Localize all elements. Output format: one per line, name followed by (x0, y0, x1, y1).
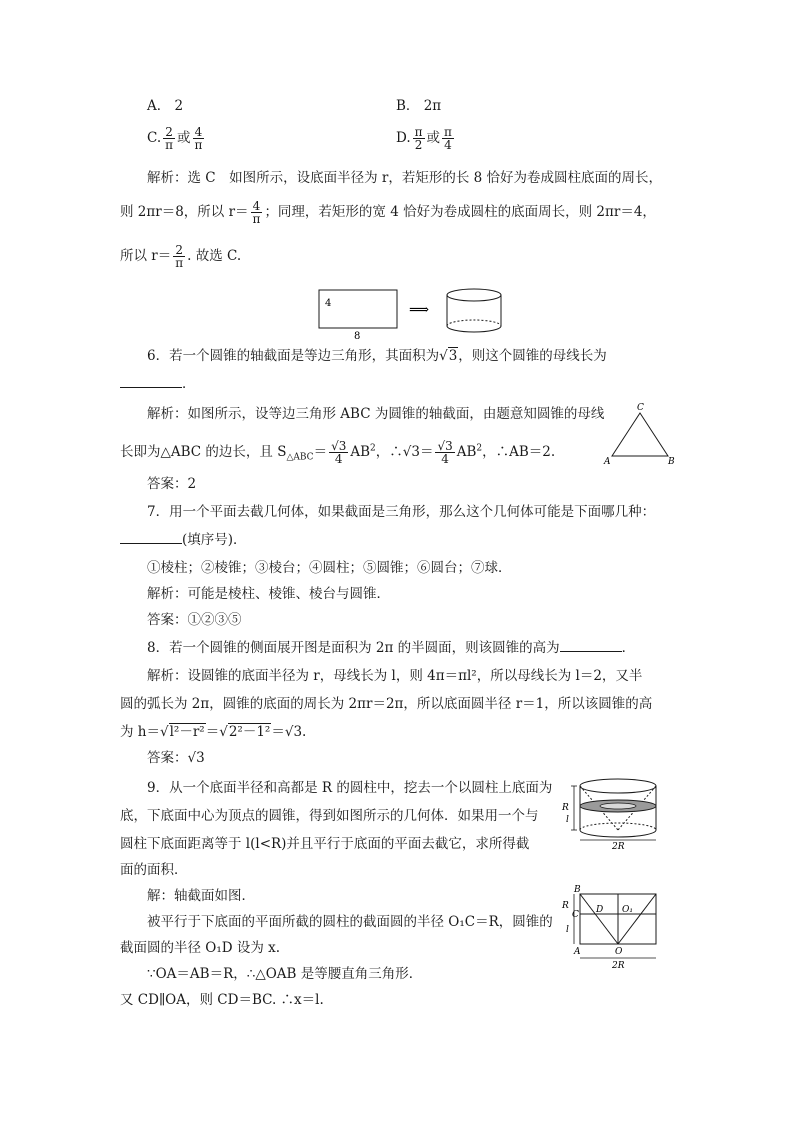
q9-fig2-C: C (572, 910, 579, 920)
q8-stem: 8．若一个圆锥的侧面展开图是面积为 2π 的半圆面，则该圆锥的高为 ． (147, 640, 636, 656)
q9-fig2-O1: O₁ (622, 905, 633, 915)
q9-figure-cylinder-cone (556, 774, 664, 850)
q6-stem: 6．若一个圆锥的轴截面是等边三角形，其面积为√3，则这个圆锥的母线长为 (147, 348, 607, 364)
q9-fig2-O: O (615, 947, 623, 957)
q5-figure-length-label: 8 (354, 331, 361, 342)
q5-figure-rectangle-cylinder (316, 286, 508, 342)
q9-solution-line1: 被平行于下底面的平面所截的圆柱的截面圆的半径 O₁C＝R，圆锥的 (147, 914, 553, 930)
q9-fig2-B: B (574, 885, 581, 895)
q5-option-b: B． 2π (396, 98, 442, 114)
q6-vertex-a: A (604, 457, 611, 467)
q7-stem-line2: (填序号)． (120, 530, 247, 550)
q9-solution-line4: 又 CD∥OA，则 CD＝BC. ∴x＝l. (120, 992, 324, 1008)
q5-figure-cylinder (447, 289, 501, 332)
q5-solution-line3: 所以 r＝ $\frac{2}{\pi}$ . 故选 C. (120, 243, 242, 270)
q9-solution-head: 解：轴截面如图． (147, 888, 255, 904)
q9-stem-line1: 9．从一个底面半径和高都是 R 的圆柱中，挖去一个以圆柱上底面为 (147, 780, 553, 796)
q6-solution-line2: 长即为△ABC 的边长，且 $S_{\triangle ABC}=$ $\frac{√3}{4}$ $AB^2$，∴√3＝ $\frac{√3}{4}$ $AB^2$，∴AB＝2. (120, 439, 556, 466)
q6-vertex-c: C (637, 403, 644, 413)
q7-answer-blank (120, 531, 182, 544)
q6-stem-blank: ． (120, 374, 196, 394)
q9-fig2-R: R (562, 901, 569, 911)
q6-answer-blank (120, 375, 182, 388)
q5-figure-rectangle (319, 290, 397, 328)
q8-answer: 答案：√3 (147, 750, 205, 766)
q5-figure-arrow: ⟹ (409, 302, 430, 318)
q8-solution-line1: 解析：设圆锥的底面半径为 r，母线长为 l，则 4π＝πl²，所以母线长为 l＝2，又半 (147, 668, 643, 684)
q7-options: ①棱柱；②棱锥；③棱台；④圆柱；⑤圆锥；⑥圆台；⑦球． (147, 560, 512, 576)
q9-stem-line4: 面的面积． (120, 862, 188, 878)
q9-fig1-l-label: l (566, 815, 569, 825)
q9-stem-line3: 圆柱下底面距离等于 l(l<R)并且平行于底面的平面去截它，求所得截 (120, 836, 530, 852)
q8-solution-line2: 圆的弧长为 2π，圆锥的底面的周长为 2πr＝2π，所以底面圆半径 r＝1，所以该圆锥的高 (120, 696, 653, 712)
q6-solution-line1: 解析：如图所示，设等边三角形 ABC 为圆锥的轴截面，由题意知圆锥的母线 (147, 406, 605, 422)
q6-vertex-b: B (668, 457, 675, 467)
q8-answer-blank (560, 639, 622, 652)
q5-option-d: D. $\frac{\pi}{2}$ 或 $\frac{\pi}{4}$ (396, 125, 452, 152)
q9-fig1-R-label: R (562, 803, 569, 813)
q7-answer: 答案：①②③⑤ (147, 612, 242, 628)
q6-answer: 答案：2 (147, 476, 197, 492)
q9-fig2-A: A (574, 947, 581, 957)
q7-solution: 解析：可能是棱柱、棱锥、棱台与圆锥． (147, 586, 390, 602)
q9-solution-line3: ∵OA＝AB＝R，∴△OAB 是等腰直角三角形． (147, 966, 423, 982)
q9-fig1-2R-label: 2R (612, 842, 625, 850)
q6-figure-triangle (598, 400, 680, 468)
q5-figure-width-label: 4 (325, 298, 332, 309)
q9-stem-line2: 底，下底面中心为顶点的圆锥，得到如图所示的几何体．如果用一个与 (120, 808, 539, 824)
q8-solution-line3: 为 h＝√l²－r²＝√2²－1²＝√3. (120, 724, 307, 740)
q5-solution-line1: 解析：选 C 如图所示，设底面半径为 r，若矩形的长 8 恰好为卷成圆柱底面的周长， (147, 170, 663, 186)
q5-solution-line2: 则 2πr＝8，所以 r＝ $\frac{4}{\pi}$ ；同理，若矩形的宽 4 恰好为卷成圆柱的底面周长，则 2πr＝4， (120, 199, 656, 226)
q9-solution-line2: 截面圆的半径 O₁D 设为 x. (120, 940, 281, 956)
q9-fig2-2R: 2R (612, 961, 625, 970)
q9-figure-axial-section (556, 884, 664, 970)
q5-option-c: C. $\frac{2}{\pi}$ 或 $\frac{4}{\pi}$ (147, 125, 203, 152)
q7-stem-line1: 7．用一个平面去截几何体，如果截面是三角形，那么这个几何体可能是下面哪几种： (147, 504, 656, 520)
q9-fig2-l: l (566, 925, 569, 935)
q9-fig2-D: D (596, 905, 604, 915)
q5-option-a: A． 2 (147, 98, 184, 114)
